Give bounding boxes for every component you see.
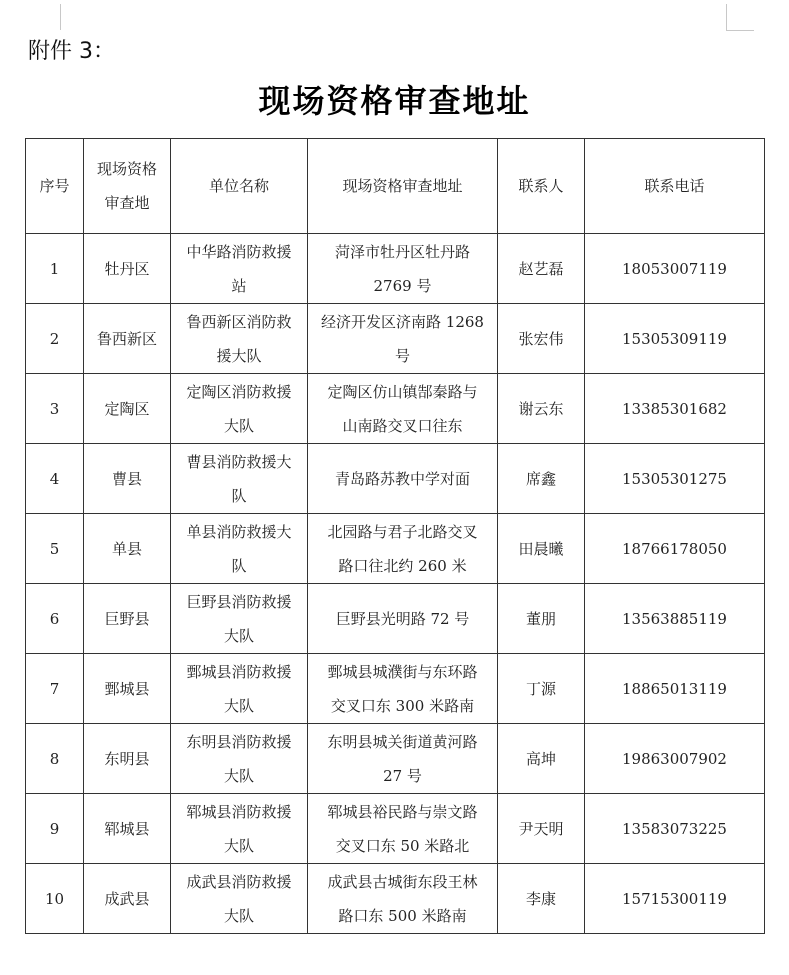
- cell-district-text: 定陶区: [104, 399, 150, 418]
- cell-address-line1: 青岛路苏教中学对面: [334, 469, 470, 488]
- cell-address-line1: 东明县城关街道黄河路: [327, 732, 478, 751]
- cell-contact: [498, 864, 585, 934]
- cell-contact: [498, 234, 585, 304]
- cell-address-line1: 经济开发区济南路 1268: [321, 312, 484, 331]
- cell-address-line2: 2769 号: [373, 276, 432, 295]
- cell-unit-line1: 巨野县消防救援: [186, 592, 292, 611]
- cell-phone-text: 13583073225: [622, 819, 727, 838]
- cell-district-text: 牡丹区: [104, 259, 150, 278]
- cell-unit: [171, 304, 308, 374]
- cell-contact-text: 高坤: [525, 749, 556, 768]
- cell-address-line2: 27 号: [383, 766, 422, 785]
- cell-contact-text: 谢云东: [518, 399, 564, 418]
- cell-unit-line2: 站: [231, 276, 247, 295]
- cell-contact: [498, 584, 585, 654]
- cell-phone-text: 18865013119: [622, 679, 727, 698]
- cell-unit: [171, 724, 308, 794]
- cell-district-text: 成武县: [104, 889, 150, 908]
- cell-phone: [585, 584, 765, 654]
- cell-address-line1: 菏泽市牡丹区牡丹路: [334, 242, 470, 261]
- cell-index: [26, 514, 84, 584]
- cell-index: [26, 374, 84, 444]
- cell-unit-line1: 郓城县消防救援: [186, 802, 292, 821]
- crop-mark-top-left: [60, 4, 61, 30]
- cell-index-text: 3: [49, 399, 60, 418]
- cell-address: [308, 234, 498, 304]
- cell-unit-line2: 援大队: [216, 346, 262, 365]
- header-address: 现场资格审查地址: [308, 139, 498, 234]
- cell-address: [308, 794, 498, 864]
- cell-unit: [171, 514, 308, 584]
- cell-index: [26, 794, 84, 864]
- cell-unit: [171, 654, 308, 724]
- cell-phone-text: 13563885119: [622, 609, 727, 628]
- cell-address-line2: 山南路交叉口往东: [342, 416, 463, 435]
- review-address-table: [25, 138, 765, 934]
- cell-unit-line1: 定陶区消防救援: [186, 382, 292, 401]
- cell-district: [84, 234, 171, 304]
- cell-address-line2: 号: [394, 346, 410, 365]
- cell-district: [84, 514, 171, 584]
- cell-unit-line2: 大队: [223, 906, 254, 925]
- cell-district-text: 鲁西新区: [96, 329, 157, 348]
- cell-contact-text: 田晨曦: [518, 539, 564, 558]
- cell-phone: [585, 304, 765, 374]
- cell-unit: [171, 374, 308, 444]
- cell-contact-text: 尹天明: [518, 819, 564, 838]
- table-row: [26, 444, 765, 514]
- header-district: [84, 139, 171, 234]
- cell-contact: [498, 794, 585, 864]
- cell-index-text: 8: [49, 749, 60, 768]
- cell-contact: [498, 374, 585, 444]
- table-row: [26, 304, 765, 374]
- cell-index: [26, 724, 84, 794]
- cell-contact: [498, 304, 585, 374]
- cell-unit: [171, 864, 308, 934]
- cell-index: [26, 304, 84, 374]
- cell-address-line1: 成武县古城街东段王林: [327, 872, 478, 891]
- cell-unit-line1: 单县消防救援大: [186, 522, 292, 541]
- cell-district: [84, 654, 171, 724]
- cell-address: [308, 514, 498, 584]
- crop-mark-top-right-vertical: [726, 4, 727, 30]
- cell-phone-text: 15715300119: [622, 889, 727, 908]
- cell-address-line1: 定陶区仿山镇郜秦路与: [327, 382, 478, 401]
- cell-address-line1: 鄄城县城濮街与东环路: [327, 662, 478, 681]
- table-row: [26, 654, 765, 724]
- cell-district: [84, 864, 171, 934]
- cell-address: [308, 374, 498, 444]
- document-title: 现场资格审查地址: [258, 82, 531, 120]
- cell-unit-line2: 大队: [223, 836, 254, 855]
- cell-index: [26, 444, 84, 514]
- cell-phone: [585, 234, 765, 304]
- cell-district: [84, 304, 171, 374]
- cell-address-line1: 北园路与君子北路交叉: [327, 522, 478, 541]
- cell-index-text: 2: [49, 329, 60, 348]
- cell-index: [26, 234, 84, 304]
- cell-contact: [498, 514, 585, 584]
- cell-unit-line2: 大队: [223, 416, 254, 435]
- cell-unit-line2: 大队: [223, 696, 254, 715]
- cell-address-line1: 巨野县光明路 72 号: [335, 609, 470, 628]
- cell-district: [84, 374, 171, 444]
- cell-phone: [585, 444, 765, 514]
- table-row: [26, 864, 765, 934]
- cell-phone: [585, 514, 765, 584]
- cell-index-text: 7: [49, 679, 60, 698]
- cell-district-text: 郓城县: [104, 819, 150, 838]
- cell-district-text: 鄄城县: [104, 679, 150, 698]
- cell-phone: [585, 864, 765, 934]
- cell-contact: [498, 724, 585, 794]
- cell-unit: [171, 794, 308, 864]
- cell-address-line2: 路口东 500 米路南: [338, 906, 467, 925]
- cell-phone-text: 18053007119: [622, 259, 727, 278]
- cell-unit-line2: 队: [231, 486, 247, 505]
- cell-unit-line2: 大队: [223, 626, 254, 645]
- cell-contact: [498, 444, 585, 514]
- header-phone: 联系电话: [585, 139, 765, 234]
- cell-index: [26, 654, 84, 724]
- cell-district: [84, 724, 171, 794]
- header-contact: 联系人: [498, 139, 585, 234]
- cell-index-text: 6: [49, 609, 60, 628]
- cell-district-text: 曹县: [111, 469, 142, 488]
- cell-contact-text: 席鑫: [525, 469, 556, 488]
- cell-address: [308, 444, 498, 514]
- cell-phone: [585, 794, 765, 864]
- cell-index-text: 1: [49, 259, 60, 278]
- cell-district: [84, 444, 171, 514]
- cell-address: [308, 864, 498, 934]
- cell-unit: [171, 444, 308, 514]
- cell-address-line2: 路口往北约 260 米: [338, 556, 467, 575]
- cell-unit-line1: 成武县消防救援: [186, 872, 292, 891]
- cell-unit: [171, 584, 308, 654]
- cell-phone: [585, 654, 765, 724]
- cell-contact: [498, 654, 585, 724]
- cell-unit-line1: 东明县消防救援: [186, 732, 292, 751]
- header-index: 序号: [26, 139, 84, 234]
- cell-district: [84, 584, 171, 654]
- cell-district: [84, 794, 171, 864]
- cell-address-line2: 交叉口东 50 米路北: [335, 836, 470, 855]
- cell-address: [308, 724, 498, 794]
- table-header-row: [26, 139, 765, 234]
- cell-unit: [171, 234, 308, 304]
- table-row: [26, 584, 765, 654]
- cell-phone-text: 15305301275: [622, 469, 727, 488]
- table-row: [26, 794, 765, 864]
- cell-unit-line2: 队: [231, 556, 247, 575]
- cell-contact-text: 丁源: [525, 679, 556, 698]
- cell-contact-text: 董朋: [525, 609, 556, 628]
- cell-index-text: 9: [49, 819, 60, 838]
- cell-index: [26, 584, 84, 654]
- table-row: [26, 374, 765, 444]
- cell-address: [308, 304, 498, 374]
- cell-index-text: 10: [44, 889, 65, 908]
- cell-phone-text: 18766178050: [622, 539, 727, 558]
- header-district-line1: 现场资格: [96, 160, 157, 178]
- cell-address: [308, 654, 498, 724]
- cell-index-text: 4: [49, 469, 60, 488]
- header-unit: 单位名称: [171, 139, 308, 234]
- cell-unit-line1: 鄄城县消防救援: [186, 662, 292, 681]
- header-district-line2: 审查地: [104, 194, 150, 212]
- cell-unit-line1: 中华路消防救援: [186, 242, 292, 261]
- cell-unit-line2: 大队: [223, 766, 254, 785]
- cell-district-text: 巨野县: [104, 609, 150, 628]
- cell-phone-text: 15305309119: [622, 329, 727, 348]
- cell-district-text: 单县: [111, 539, 142, 558]
- cell-contact-text: 李康: [525, 889, 556, 908]
- cell-phone-text: 19863007902: [622, 749, 727, 768]
- cell-contact-text: 赵艺磊: [518, 259, 564, 278]
- cell-index-text: 5: [49, 539, 60, 558]
- cell-phone: [585, 374, 765, 444]
- cell-index: [26, 864, 84, 934]
- cell-district-text: 东明县: [104, 749, 150, 768]
- crop-mark-top-right-horizontal: [726, 30, 754, 31]
- cell-address-line2: 交叉口东 300 米路南: [330, 696, 475, 715]
- cell-unit-line1: 鲁西新区消防救: [186, 312, 292, 331]
- cell-unit-line1: 曹县消防救援大: [186, 452, 292, 471]
- attachment-label: 附件 3：: [28, 39, 115, 64]
- cell-contact-text: 张宏伟: [518, 329, 564, 348]
- table-row: [26, 724, 765, 794]
- table-row: [26, 234, 765, 304]
- cell-phone: [585, 724, 765, 794]
- table-row: [26, 514, 765, 584]
- cell-phone-text: 13385301682: [622, 399, 727, 418]
- cell-address-line1: 郓城县裕民路与崇文路: [327, 802, 478, 821]
- cell-address: [308, 584, 498, 654]
